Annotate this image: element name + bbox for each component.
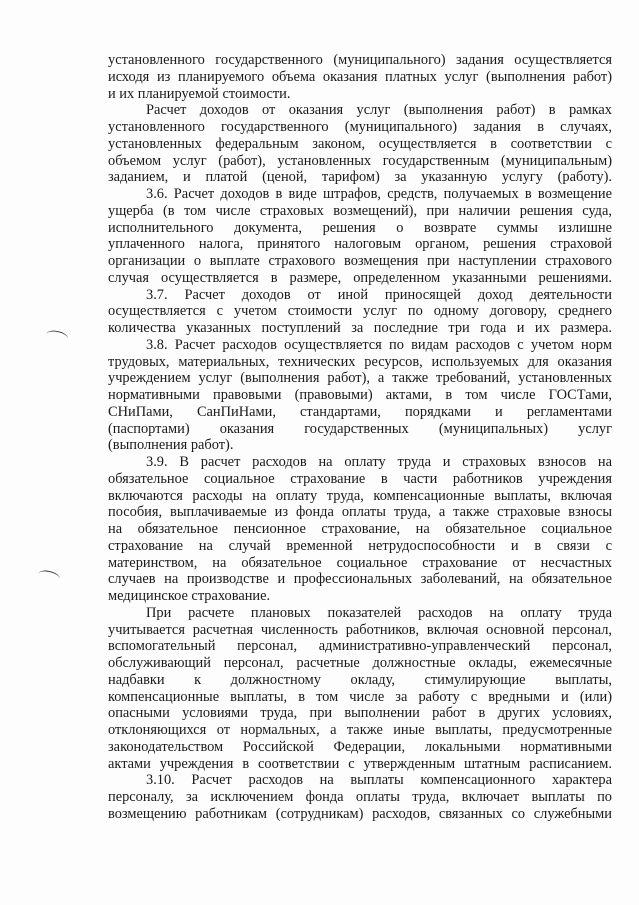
text-line: случаев на производстве и профессиональных заболеваний, на обязательное: [108, 571, 612, 588]
paragraph-planned-indicators: [108, 605, 612, 773]
paragraph-3-7: [108, 287, 612, 337]
text-line: количества указанных поступлений за последние три года и их размера.: [108, 320, 612, 336]
text-line: на обязательное пенсионное страхование, на обязательное социальное: [108, 521, 612, 537]
text-line: компенсационные выплаты, в том числе за работу с вредными и (или): [108, 688, 612, 705]
text-line: медицинское страхование.: [108, 588, 271, 604]
text-line: учитывается расчетная численность работников, включая основной персонал,: [108, 621, 612, 638]
text-line: опасными условиями труда, при выполнении работ в других условиях,: [108, 705, 612, 722]
text-line: обслуживающий персонал, расчетные должностные оклады, ежемесячные: [108, 655, 612, 671]
text-line: трудовых, материальных, технических ресурсов, используемых для оказания: [108, 353, 612, 370]
text-line: обязательное социальное страхование в части работников учреждения: [108, 470, 612, 487]
text-line: установленного государственного (муниципального) задания в случаях,: [108, 119, 612, 135]
paragraph-continuation: [108, 52, 612, 102]
text-line: и их планируемой стоимости.: [108, 85, 291, 102]
text-line: отклоняющихся от нормальных, а также иные выплаты, предусмотренные: [108, 722, 612, 738]
text-line: 3.9. В расчет расходов на оплату труда и страховых взносов на: [146, 454, 612, 470]
text-line: СНиПами, СанПиНами, стандартами, порядками и регламентами: [108, 403, 612, 420]
text-line: установленных федеральным законом, осуществляется в соответствии с: [108, 135, 612, 152]
text-line: вспомогательный персонал, административно-управленческий персонал,: [108, 638, 612, 655]
paragraph-income-services: [108, 102, 612, 186]
text-line: материнством, на обязательное социальное страхование от несчастных: [108, 554, 612, 571]
text-line: осуществляется с учетом стоимости услуг по одному договору, среднего: [108, 303, 612, 320]
text-line: При расчете плановых показателей расходов на оплату труда: [146, 604, 612, 621]
margin-pencil-mark: [45, 329, 69, 344]
text-line: ущерба (в том числе страховых возмещений), при наличии решения суда,: [108, 202, 612, 219]
text-line: исходя из планируемого объема оказания платных услуг (выполнения работ): [108, 68, 612, 85]
text-line: нормативными правовыми (правовыми) актами, в том числе ГОСТами,: [108, 387, 612, 403]
text-line: объемом услуг (работ), установленных государственным (муниципальным): [108, 152, 612, 169]
text-line: персоналу, за исключением фонда оплаты труда, включает выплаты по: [108, 789, 612, 805]
document-body: [108, 52, 612, 823]
text-line: организации о выплате страхового возмещения при наступлении страхового: [108, 253, 612, 269]
text-line: исполнительного документа, решения о возврате суммы излишне: [108, 219, 612, 236]
text-line: 3.7. Расчет доходов от иной приносящей доход деятельности: [146, 286, 612, 303]
text-line: 3.10. Расчет расходов на выплаты компенсационного характера: [146, 772, 612, 789]
paragraph-3-9: [108, 454, 612, 605]
text-line: законодательством Российской Федерации, локальными нормативными: [108, 738, 612, 755]
text-line: учреждением услуг (выполнения работ), а также требований, установленных: [108, 370, 612, 387]
text-line: надбавки к должностному окладу, стимулирующие выплаты,: [108, 671, 612, 688]
paragraph-3-8: [108, 337, 612, 454]
text-line: страхование на случай временной нетрудоспособности и в связи с: [108, 537, 612, 554]
text-line: актами учреждения в соответствии с утвержденным штатным расписанием.: [108, 755, 612, 772]
text-line: случая осуществляется в размере, определенном указанными решениями.: [108, 269, 612, 286]
paragraph-3-10: [108, 772, 612, 822]
text-line: включаются расходы на оплату труда, компенсационные выплаты, включая: [108, 487, 612, 504]
text-line: уплаченного налога, принятого налоговым органом, решения страховой: [108, 236, 612, 253]
text-line: пособия, выплачиваемые из фонда оплаты труда, а также страховые взносы: [108, 504, 612, 521]
text-line: Расчет доходов от оказания услуг (выполнения работ) в рамках: [146, 102, 612, 119]
text-line: 3.6. Расчет доходов в виде штрафов, средств, получаемых в возмещение: [146, 186, 612, 202]
text-line: 3.8. Расчет расходов осуществляется по видам расходов с учетом норм: [146, 336, 612, 353]
margin-pencil-mark: [37, 569, 61, 585]
text-line: установленного государственного (муниципального) задания осуществляется: [108, 52, 612, 68]
paragraph-3-6: [108, 186, 612, 287]
text-line: (выполнения работ).: [108, 437, 234, 454]
text-line: (паспортами) оказания государственных (муниципальных) услуг: [108, 420, 612, 437]
text-line: возмещению работникам (сотрудникам) расходов, связанных со служебными: [108, 805, 612, 822]
text-line: заданием, и платой (ценой, тарифом) за указанную услугу (работу).: [108, 169, 612, 186]
